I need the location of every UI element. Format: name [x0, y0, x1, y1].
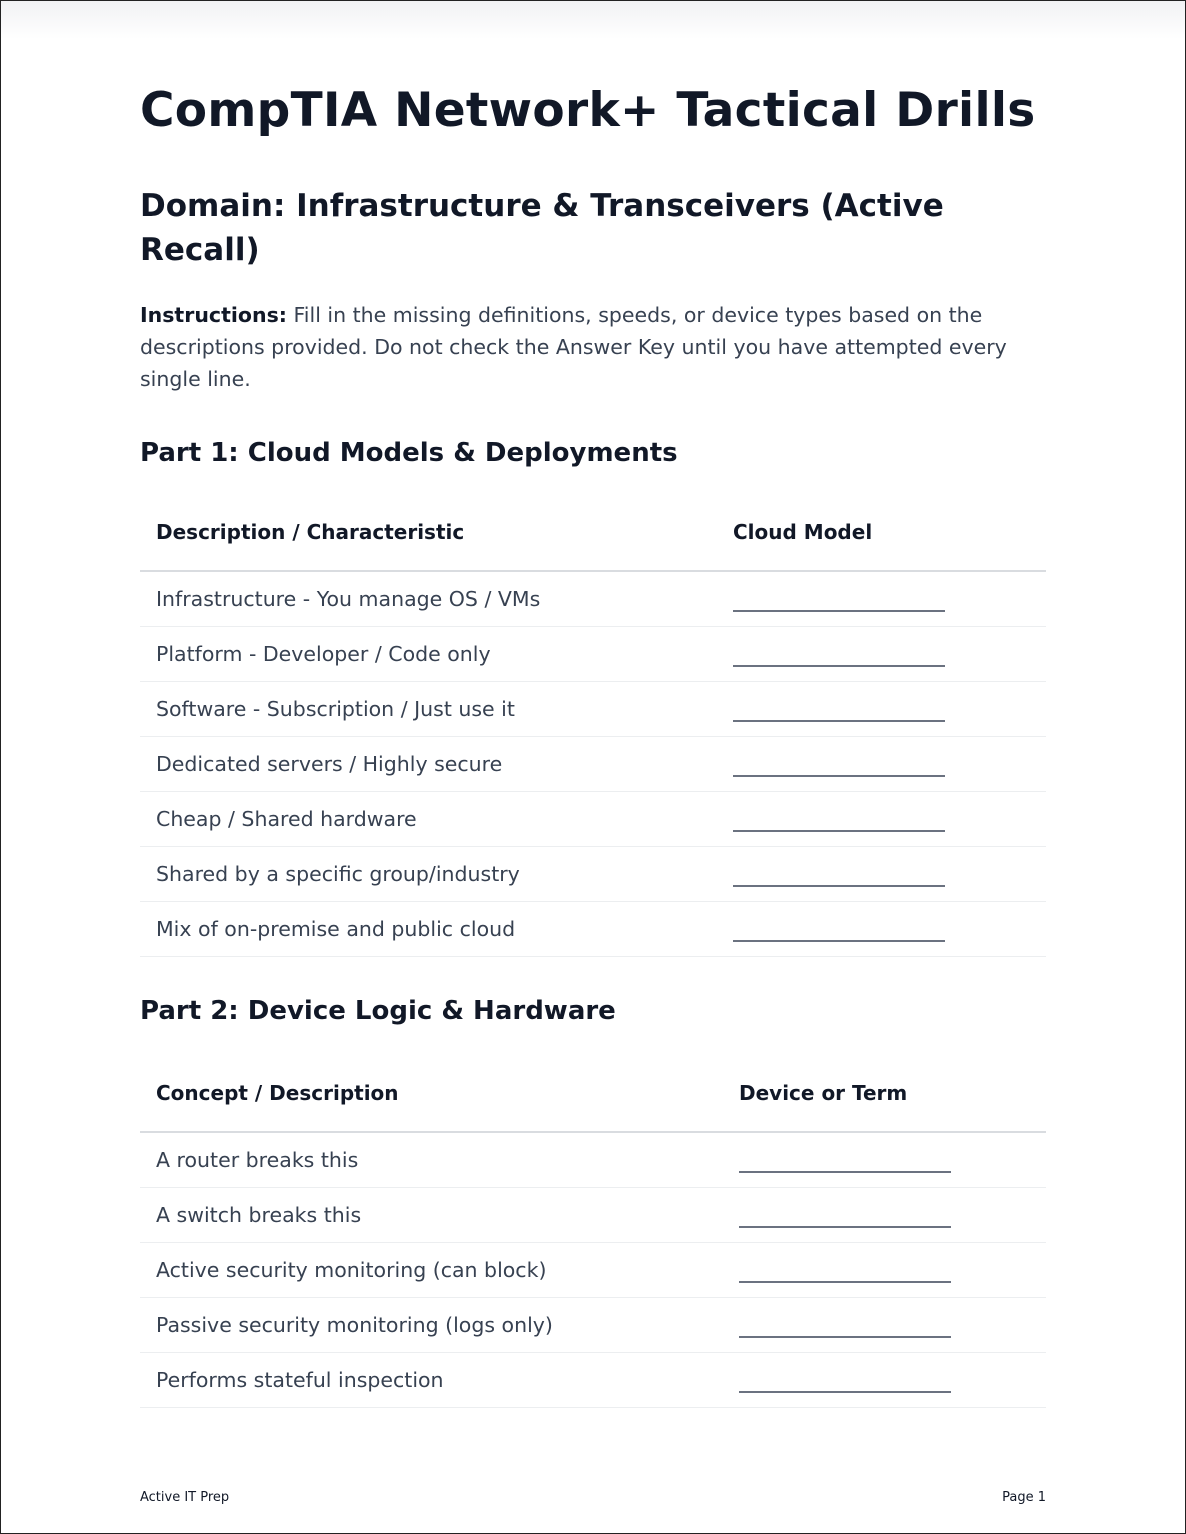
row-description: Platform - Developer / Code only: [140, 627, 717, 682]
row-description: A router breaks this: [140, 1132, 723, 1188]
answer-cell: [717, 682, 1046, 737]
table-row: [140, 1353, 1046, 1408]
row-description: A switch breaks this: [140, 1188, 723, 1243]
table-row: [140, 1243, 1046, 1298]
answer-blank-line[interactable]: [733, 610, 945, 612]
answer-blank-line[interactable]: [733, 885, 945, 887]
row-description: Software - Subscription / Just use it: [140, 682, 717, 737]
table-row: [140, 1188, 1046, 1243]
answer-cell: [723, 1188, 1046, 1243]
answer-blank-line[interactable]: [733, 775, 945, 777]
table-row: [140, 902, 1046, 957]
table-row: [140, 1298, 1046, 1353]
part1-heading: Part 1: Cloud Models & Deployments: [140, 438, 678, 468]
table-row: [140, 792, 1046, 847]
table-header-row: [140, 518, 1046, 571]
cloud-models-table: [140, 518, 1046, 957]
answer-cell: [723, 1132, 1046, 1188]
page-title: CompTIA Network+ Tactical Drills: [140, 83, 1036, 138]
row-description: Shared by a specific group/industry: [140, 847, 717, 902]
domain-heading: Domain: Infrastructure & Transceivers (Active Recall): [140, 188, 944, 268]
instructions-text: Fill in the missing definitions, speeds, or device types based on the descriptions provided. Do not check the Answer Key until you have attempted every single line.: [140, 303, 1007, 391]
table-row: [140, 737, 1046, 792]
device-logic-table: [140, 1079, 1046, 1408]
answer-blank-line[interactable]: [739, 1226, 951, 1228]
answer-cell: [723, 1298, 1046, 1353]
table-row: [140, 847, 1046, 902]
table-row: [140, 627, 1046, 682]
answer-blank-line[interactable]: [739, 1391, 951, 1393]
instructions-label: Instructions:: [140, 303, 287, 327]
answer-blank-line[interactable]: [739, 1171, 951, 1173]
answer-cell: [717, 902, 1046, 957]
column-header-device-term: Device or Term: [723, 1079, 1046, 1132]
column-header-concept: Concept / Description: [140, 1079, 723, 1132]
answer-blank-line[interactable]: [733, 720, 945, 722]
row-description: Cheap / Shared hardware: [140, 792, 717, 847]
page-footer: [140, 1490, 1046, 1505]
instructions-paragraph: [140, 299, 1046, 395]
table-header-row: [140, 1079, 1046, 1132]
row-description: Dedicated servers / Highly secure: [140, 737, 717, 792]
footer-page-number: Page 1: [1002, 1490, 1046, 1505]
row-description: Passive security monitoring (logs only): [140, 1298, 723, 1353]
row-description: Active security monitoring (can block): [140, 1243, 723, 1298]
column-header-cloud-model: Cloud Model: [717, 518, 1046, 571]
answer-blank-line[interactable]: [739, 1336, 951, 1338]
column-header-description: Description / Characteristic: [140, 518, 717, 571]
page-content: [140, 81, 1046, 1408]
answer-cell: [717, 737, 1046, 792]
footer-brand: Active IT Prep: [140, 1490, 230, 1505]
answer-blank-line[interactable]: [733, 940, 945, 942]
answer-blank-line[interactable]: [739, 1281, 951, 1283]
answer-blank-line[interactable]: [733, 665, 945, 667]
answer-cell: [723, 1243, 1046, 1298]
answer-cell: [723, 1353, 1046, 1408]
row-description: Performs stateful inspection: [140, 1353, 723, 1408]
table-row: [140, 1132, 1046, 1188]
answer-cell: [717, 571, 1046, 627]
row-description: Mix of on-premise and public cloud: [140, 902, 717, 957]
table-row: [140, 571, 1046, 627]
answer-cell: [717, 792, 1046, 847]
answer-cell: [717, 627, 1046, 682]
part2-heading: Part 2: Device Logic & Hardware: [140, 996, 616, 1026]
table-row: [140, 682, 1046, 737]
answer-cell: [717, 847, 1046, 902]
answer-blank-line[interactable]: [733, 830, 945, 832]
row-description: Infrastructure - You manage OS / VMs: [140, 571, 717, 627]
